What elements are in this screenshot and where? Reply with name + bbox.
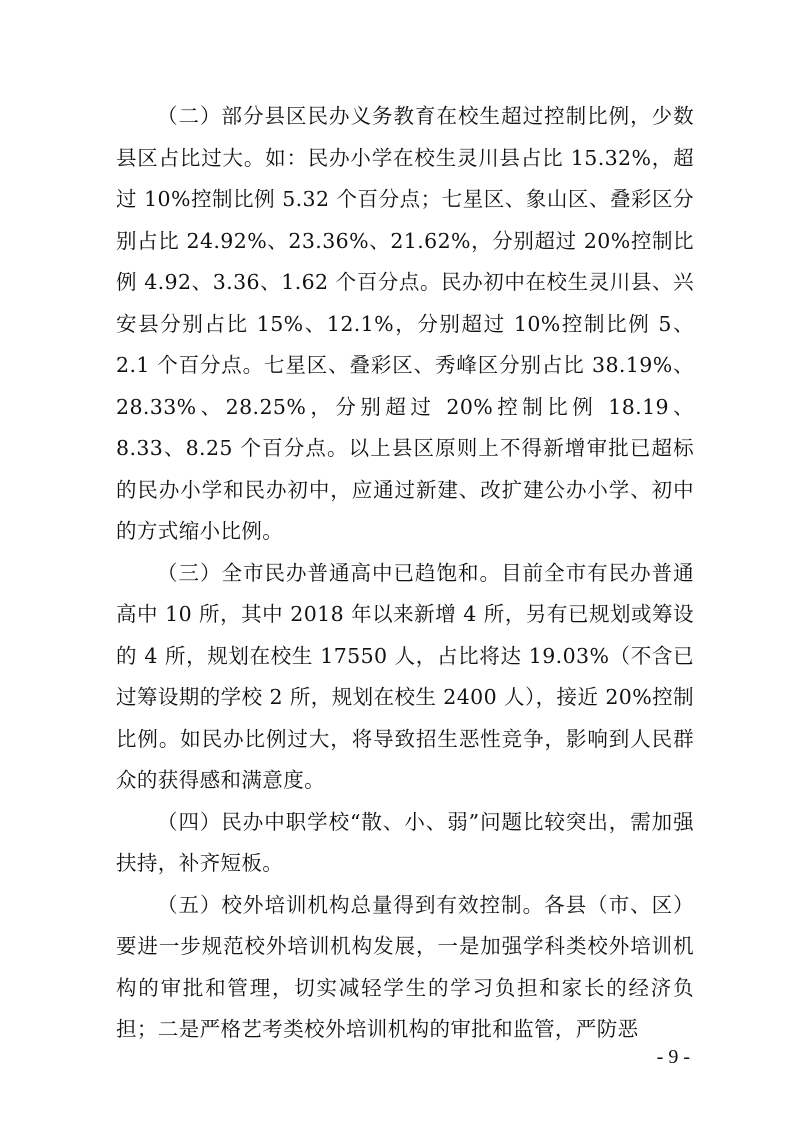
document-body: [116, 96, 694, 1051]
paragraph-2: （二）部分县区民办义务教育在校生超过控制比例，少数县区占比过大。如：民办小学在校生灵川县占比 15.32%，超过 10%控制比例 5.32 个百分点；七星区、象山区、叠彩区分别占比 24.92%、23.36%、21.62%，分别超过 20%控制比例 4.92、3.36、1.62 个百分点。民办初中在校生灵川县、兴安县分别占比 15%、12.1%，分别超过 10%控制比例 5、2.1 个百分点。七星区、叠彩区、秀峰区分别占比 38.19%、28.33%、28.25%，分别超过 20%控制比例 18.19、8.33、8.25 个百分点。以上县区原则上不得新增审批已超标的民办小学和民办初中，应通过新建、改扩建公办小学、初中的方式缩小比例。: [116, 104, 694, 543]
paragraph-3: （三）全市民办普通高中已趋饱和。目前全市有民办普通高中 10 所，其中 2018 年以来新增 4 所，另有已规划或筹设的 4 所，规划在校生 17550 人，占比将达 19.03%（不含已过筹设期的学校 2 所，规划在校生 2400 人），接近 20%控制比例。如民办比例过大，将导致招生恶性竞争，影响到人民群众的获得感和满意度。: [116, 560, 694, 792]
paragraph-4: （四）民办中职学校“散、小、弱”问题比较突出，需加强扶持，补齐短板。: [116, 809, 694, 875]
page-number: - 9 -: [656, 1046, 690, 1068]
paragraph-5: （五）校外培训机构总量得到有效控制。各县（市、区）要进一步规范校外培训机构发展，一是加强学科类校外培训机构的审批和管理，切实减轻学生的学习负担和家长的经济负担；二是严格艺考类校外培训机构的审批和监管，严防恶: [116, 892, 694, 1041]
